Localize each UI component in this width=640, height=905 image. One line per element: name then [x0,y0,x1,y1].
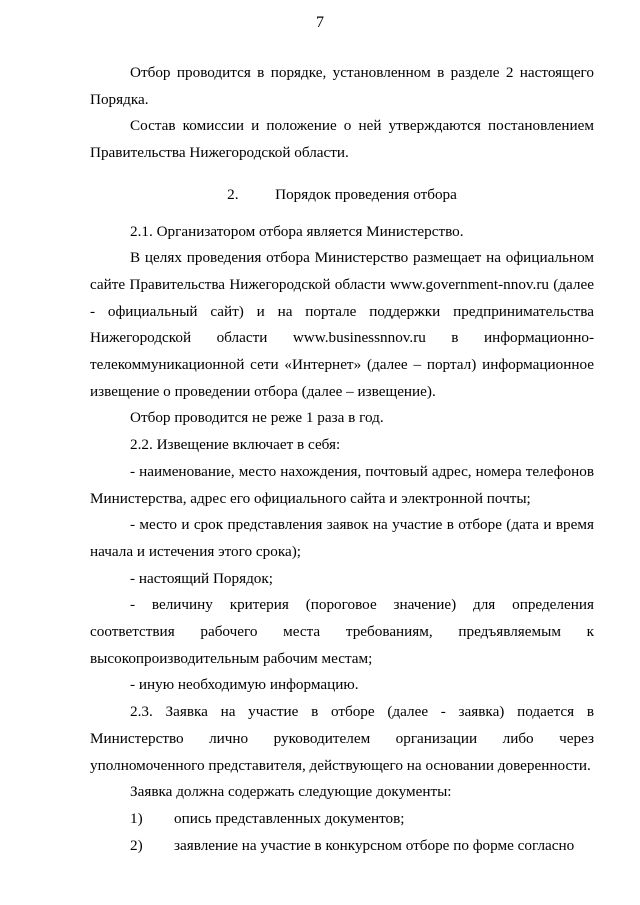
paragraph: 2.1. Организатором отбора является Министерство. [130,222,464,240]
page-number: 7 [316,14,324,31]
list-item: - место и срок представления заявок на участие в отборе (дата и время начала и истечения этого срока); [90,516,594,560]
numbered-item [90,806,594,833]
list-item: - наименование, место нахождения, почтовый адрес, номера телефонов Министерства, адрес его официального сайта и электронной почты; [90,462,594,507]
paragraph: Отбор проводится в порядке, установленном в разделе 2 настоящего Порядка. [90,64,594,108]
paragraph: Заявка должна содержать следующие документы: [130,783,452,801]
paragraph: 2.3. Заявка на участие в отборе (далее - заявка) подается в Министерство лично руководителем организации либо через уполномоченного представителя, действующего на основании доверенности. [90,703,594,774]
list-item: - иную необходимую информацию. [130,676,359,694]
list-item: - настоящий Порядок; [130,569,273,587]
document-body [90,60,594,859]
item-text: опись представленных документов; [174,809,405,827]
item-marker: 1) [130,809,143,827]
item-text: заявление на участие в конкурсном отборе по форме согласно [174,836,575,854]
paragraph: Состав комиссии и положение о ней утверждаются постановлением Правительства Нижегородской области. [90,117,594,162]
paragraph: 2.2. Извещение включает в себя: [130,436,341,454]
section-heading [90,167,594,219]
paragraph: В целях проведения отбора Министерство размещает на официальном сайте Правительства Нижегородской области www.government-nnov.ru (далее - официальный сайт) и на портале поддержки предпринимательства Нижегородской области www.businessnnov.ru в информационно-телекоммуникационной сети «Интернет» (далее – портал) информационное извещение о проведении отбора (далее – извещение). [90,249,594,400]
paragraph: Отбор проводится не реже 1 раза в год. [130,409,384,427]
item-marker: 2) [130,836,143,854]
section-title: Порядок проведения отбора [275,185,457,203]
list-item: - величину критерия (пороговое значение) для определения соответствия рабочего места требованиям, предъявляемым к высокопроизводительным рабочим местам; [90,596,594,667]
numbered-item [90,833,594,860]
section-number: 2. [227,185,239,203]
